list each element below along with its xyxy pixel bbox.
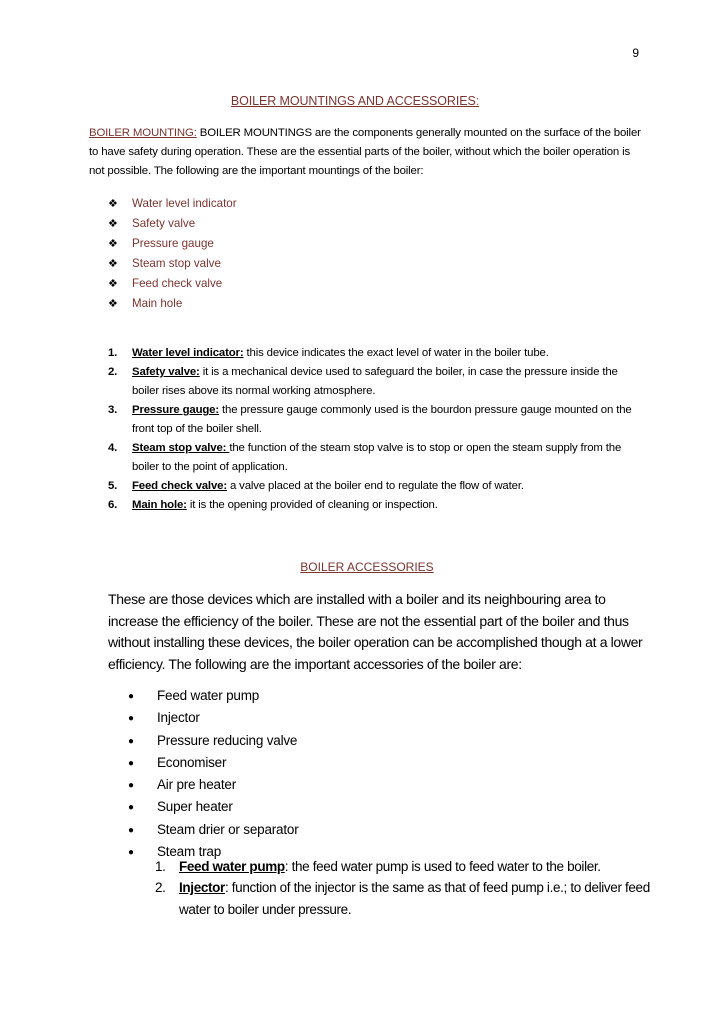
- bullet-icon: ●: [128, 713, 134, 725]
- item-term: Pressure gauge:: [132, 404, 220, 416]
- list-item-label: Steam drier or separator: [157, 821, 299, 837]
- page-title-colon: :: [475, 94, 480, 108]
- item-text: it is a mechanical device used to safeguard the boiler, in case the pressure inside the boiler rises above its normal working atmosphere.: [132, 366, 618, 397]
- list-item-label: Feed check valve: [132, 277, 223, 290]
- diamond-bullet-icon: ❖: [108, 238, 118, 250]
- list-item: [108, 294, 237, 314]
- diamond-bullet-icon: ❖: [108, 298, 118, 310]
- bullet-icon: ●: [128, 735, 134, 747]
- item-number: 3.: [108, 404, 118, 416]
- list-item: [155, 877, 655, 920]
- intro-paragraph: [89, 124, 644, 181]
- diamond-bullet-icon: ❖: [108, 218, 118, 230]
- list-item: [108, 401, 638, 439]
- list-item: [108, 274, 237, 294]
- item-term: Water level indicator:: [132, 347, 244, 359]
- item-term: Feed check valve:: [132, 480, 227, 492]
- list-item: [108, 477, 638, 496]
- list-item-label: Main hole: [132, 297, 183, 310]
- item-term: Main hole:: [132, 499, 187, 511]
- list-item: [128, 774, 299, 796]
- list-item-label: Feed water pump: [157, 688, 260, 703]
- list-item: [108, 363, 638, 401]
- intro-lead: BOILER MOUNTING:: [89, 127, 197, 139]
- intro-text: BOILER MOUNTINGS are the components generally mounted on the surface of the boiler to have safety during operation. These are the essential parts of the boiler, without which the boiler operation is not possible. The following are the important mountings of the boiler:: [89, 127, 641, 177]
- mountings-list: [108, 194, 237, 314]
- list-item: [128, 819, 299, 841]
- item-number: 2.: [155, 880, 166, 896]
- list-item-label: Safety valve: [132, 217, 196, 230]
- list-item-label: Steam stop valve: [132, 257, 221, 270]
- accessories-paragraph: These are those devices which are installed with a boiler and its neighbouring area to increase the efficiency of the boiler. These are not the essential part of the boiler and thus without installing these devices, the boiler operation can be accomplished though at a lower efficiency. The following are the important accessories of the boiler are:: [108, 591, 643, 672]
- list-item-label: Super heater: [157, 799, 233, 815]
- list-item: [108, 254, 237, 274]
- page-title: [0, 94, 728, 108]
- item-number: 5.: [108, 480, 118, 492]
- bullet-icon: ●: [128, 691, 134, 702]
- list-item: [108, 214, 237, 234]
- list-item: [108, 439, 638, 477]
- item-text: this device indicates the exact level of water in the boiler tube.: [243, 347, 549, 359]
- item-text: the pressure gauge commonly used is the bourdon pressure gauge mounted on the front top of the boiler shell.: [132, 404, 632, 435]
- item-text: a valve placed at the boiler end to regulate the flow of water.: [226, 480, 524, 492]
- list-item: [108, 194, 237, 214]
- item-term: Safety valve:: [132, 366, 200, 378]
- list-item: [108, 234, 237, 254]
- list-item: [155, 856, 655, 877]
- item-text: : the feed water pump is used to feed water to the boiler.: [284, 859, 601, 874]
- bullet-icon: ●: [128, 847, 134, 859]
- item-number: 4.: [108, 442, 118, 454]
- list-item-label: Steam trap: [157, 844, 222, 860]
- item-number: 1.: [155, 859, 166, 874]
- list-item: [128, 685, 299, 707]
- accessories-list: [128, 685, 299, 863]
- item-term: Steam stop valve:: [132, 442, 230, 454]
- item-text: : function of the injector is the same as that of feed pump i.e.; to deliver feed water to boiler under pressure.: [179, 880, 650, 917]
- diamond-bullet-icon: ❖: [108, 278, 118, 290]
- list-item: [128, 796, 299, 818]
- bullet-icon: ●: [128, 802, 134, 814]
- list-item-label: Injector: [157, 710, 200, 726]
- mounting-details-list: [108, 344, 638, 515]
- item-text: the function of the steam stop valve is to stop or open the steam supply from the boiler to the point of application.: [132, 442, 622, 473]
- list-item-label: Pressure gauge: [132, 237, 214, 250]
- list-item: [128, 707, 299, 729]
- page-number: 9: [632, 46, 639, 60]
- bullet-icon: ●: [128, 824, 134, 836]
- list-item-label: Pressure reducing valve: [157, 732, 298, 748]
- list-item-label: Water level indicator: [132, 197, 237, 210]
- list-item: [108, 496, 638, 515]
- bullet-icon: ●: [128, 757, 134, 769]
- list-item: [128, 730, 299, 752]
- list-item: [108, 344, 638, 363]
- item-number: 2.: [108, 366, 118, 378]
- item-term: Injector: [179, 880, 225, 896]
- item-number: 6.: [108, 499, 118, 511]
- accessories-title: BOILER ACCESSORIES: [300, 560, 434, 574]
- diamond-bullet-icon: ❖: [108, 198, 118, 210]
- bullet-icon: ●: [128, 780, 134, 792]
- accessory-details-list: [155, 856, 655, 920]
- item-number: 1.: [108, 347, 118, 359]
- list-item-label: Economiser: [157, 754, 227, 770]
- list-item-label: Air pre heater: [157, 777, 236, 793]
- page-title-text: BOILER MOUNTINGS AND ACCESSORIES: [230, 94, 476, 108]
- item-term: Feed water pump: [179, 859, 285, 874]
- item-text: it is the opening provided of cleaning or inspection.: [186, 499, 438, 511]
- diamond-bullet-icon: ❖: [108, 258, 118, 270]
- list-item: [128, 752, 299, 774]
